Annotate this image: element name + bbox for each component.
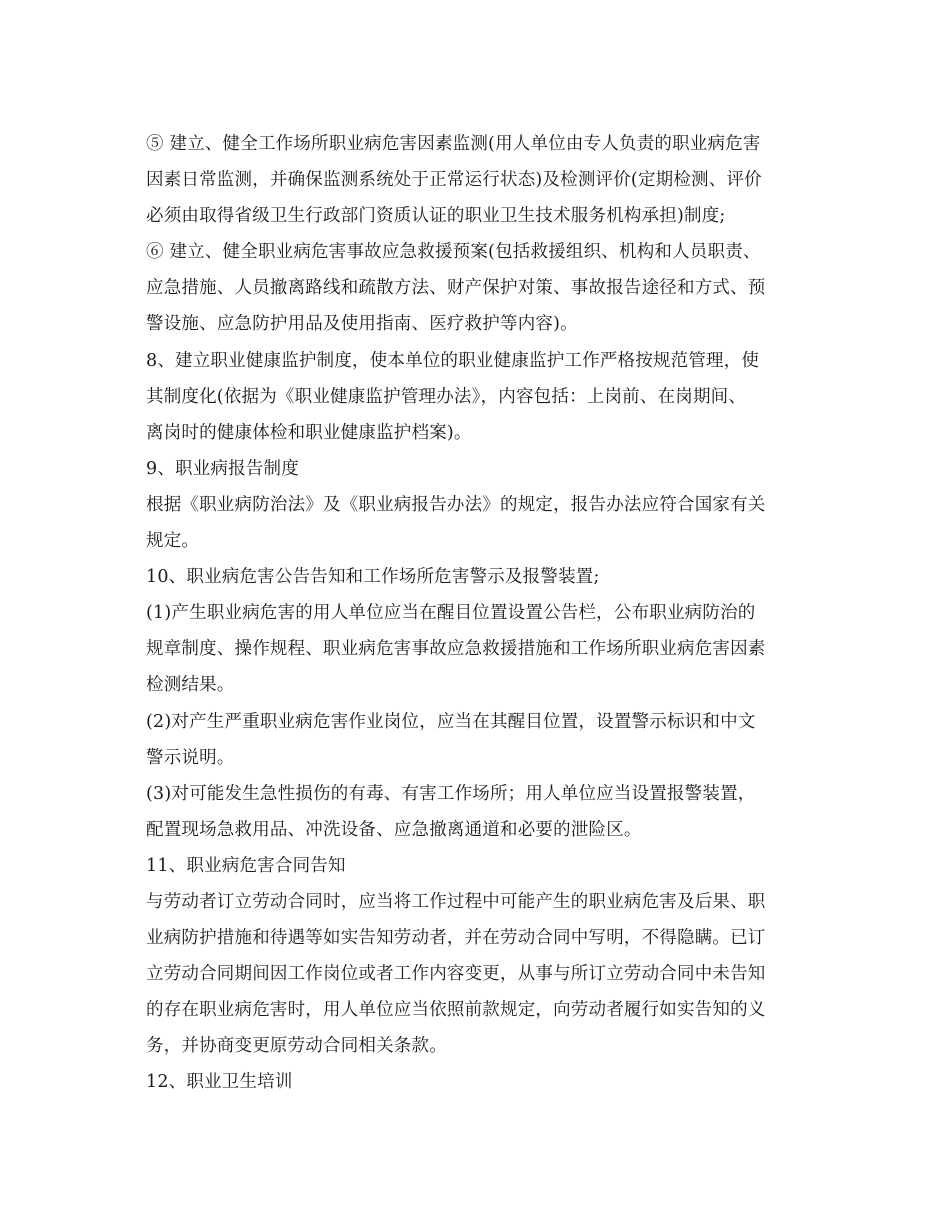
text-line: 其制度化(依据为《职业健康监护管理办法》，内容包括：上岗前、在岗期间、 xyxy=(146,386,747,407)
text-line: (2)对产生严重职业病危害作业岗位，应当在其醒目位置，设置警示标识和中文 xyxy=(146,711,756,732)
text-line: ⑥ 建立、健全职业病危害事故应急救援预案(包括救援组织、机构和人员职责、 xyxy=(146,242,761,263)
text-line: 规定。 xyxy=(146,531,200,552)
section-heading: 11、职业病危害合同告知 xyxy=(146,855,346,876)
text-line: (1)产生职业病危害的用人单位应当在醒目位置设置公告栏，公布职业病防治的 xyxy=(146,603,756,624)
section-heading: 8、建立职业健康监护制度，使本单位的职业健康监护工作严格按规范管理，使 xyxy=(146,350,760,371)
text-line: 离岗时的健康体检和职业健康监护档案)。 xyxy=(146,422,472,443)
text-line: 警设施、应急防护用品及使用指南、医疗救护等内容)。 xyxy=(146,314,578,335)
text-line: 的存在职业病危害时，用人单位应当依照前款规定，向劳动者履行如实告知的义 xyxy=(146,1000,766,1021)
text-line: (3)对可能发生急性损伤的有毒、有害工作场所；用人单位应当设置报警装置， xyxy=(146,783,756,804)
text-line: 规章制度、操作规程、职业病危害事故应急救援措施和工作场所职业病危害因素 xyxy=(146,639,766,660)
section-heading: 12、职业卫生培训 xyxy=(146,1072,293,1093)
text-line: 因素日常监测，并确保监测系统处于正常运行状态)及检测评价(定期检测、评价 xyxy=(146,170,762,191)
text-line: 检测结果。 xyxy=(146,675,235,696)
text-line: 业病防护措施和待遇等如实告知劳动者，并在劳动合同中写明，不得隐瞒。已订 xyxy=(146,928,766,949)
text-line: 根据《职业病防治法》及《职业病报告办法》的规定，报告办法应符合国家有关 xyxy=(146,494,766,515)
section-heading: 9、职业病报告制度 xyxy=(146,458,299,479)
text-line: 务，并协商变更原劳动合同相关条款。 xyxy=(146,1036,447,1057)
text-line: 警示说明。 xyxy=(146,747,235,768)
text-line: ⑤ 建立、健全工作场所职业病危害因素监测(用人单位由专人负责的职业病危害 xyxy=(146,134,761,154)
document-body xyxy=(146,126,808,1101)
text-line: 立劳动合同期间因工作岗位或者工作内容变更，从事与所订立劳动合同中未告知 xyxy=(146,964,766,985)
text-line: 配置现场急救用品、冲洗设备、应急撤离通道和必要的泄险区。 xyxy=(146,819,642,840)
text-line: 必须由取得省级卫生行政部门资质认证的职业卫生技术服务机构承担)制度; xyxy=(146,206,726,227)
text-line: 与劳动者订立劳动合同时，应当将工作过程中可能产生的职业病危害及后果、职 xyxy=(146,891,766,912)
section-heading: 10、职业病危害公告告知和工作场所危害警示及报警装置; xyxy=(146,567,600,588)
text-line: 应急措施、人员撤离路线和疏散方法、财产保护对策、事故报告途径和方式、预 xyxy=(146,278,766,299)
